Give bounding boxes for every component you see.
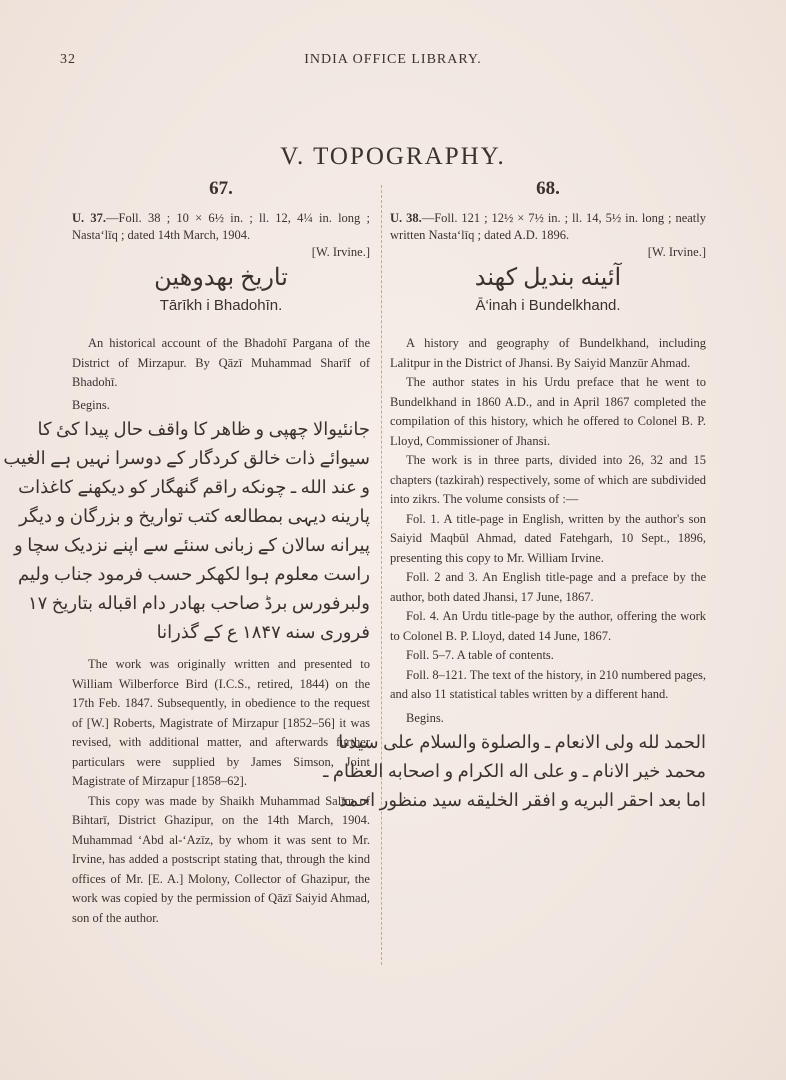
urdu-line: سیوائے ذات خالق کردگار کے دوسرا نہیں ہے الغیب xyxy=(3,448,370,468)
title-urdu: تاریخ بهدوهین xyxy=(154,265,288,291)
urdu-line: اما بعد احقر البریه و افقر الخلیقه سید منظور احمد xyxy=(339,790,706,810)
title-urdu: آئینه بندیل کهند xyxy=(474,265,622,291)
collector: [W. Irvine.] xyxy=(311,245,370,259)
title-roman: Tārīkh i Bhadohīn. xyxy=(159,297,283,314)
begins-label: Begins. xyxy=(72,397,110,412)
entry-number: 67. xyxy=(209,178,233,199)
paragraph: Foll. 8–121. The text of the history, in 210 numbered pages, and also 11 statistical tables written by a different hand. xyxy=(390,667,706,701)
column-divider xyxy=(381,185,382,965)
paragraph: Foll. 2 and 3. An English title-page and a preface by the author, both dated Jhansi, 17 June, 1867. xyxy=(390,570,706,604)
paragraph: An historical account of the Bhadohī Pargana of the District of Mirzapur. By Qāzī Muhammad Sharīf of Bhadohī. xyxy=(72,336,370,389)
paragraph: Fol. 4. An Urdu title-page by the author, offering the work to Colonel B. P. Lloyd, dated 14 June, 1867. xyxy=(390,609,706,643)
paragraph: A history and geography of Bundelkhand, including Lalitpur in the District of Jhansi. By Saiyid Manzūr Ahmad. xyxy=(390,336,706,370)
shelfmark-description xyxy=(72,210,370,244)
shelfmark: U. 38. xyxy=(390,211,422,225)
urdu-line: فروری سنه ۱۸۴۷ ع کے گذرانا xyxy=(156,622,370,642)
entry-68 xyxy=(323,178,706,823)
paragraph: Foll. 5–7. A table of contents. xyxy=(406,648,554,662)
manuscript-description: —Foll. 121 ; 12½ × 7½ in. ; ll. 14, 5½ in. long ; neatly written Nasta‘līq ; dated A.D. 1896. xyxy=(390,211,706,242)
paragraph: The author states in his Urdu preface that he went to Bundelkhand in 1860 A.D., and in April 1867 completed the compilation of this history, which he offered to Colonel B. P. Lloyd, Commissioner of Jhansi. xyxy=(390,375,706,448)
urdu-line: پارینه دیہی بمطالعه کتب تواریخ و بزرگان و دیگر xyxy=(19,506,370,526)
urdu-line: پیرانه سالان کے زبانی سنئے سے اپنے نزدیک سچا و xyxy=(14,535,370,555)
urdu-incipit xyxy=(323,728,706,815)
urdu-line: جانئیوالا چهپی و ظاهر کا واقف حال پیدا کیٔ کا xyxy=(37,419,370,439)
shelfmark-description xyxy=(390,210,706,244)
collector: [W. Irvine.] xyxy=(647,245,706,259)
urdu-incipit xyxy=(3,415,370,647)
entry-67 xyxy=(3,178,370,928)
urdu-line: الحمد لله ولی الانعام ـ والصلوة والسلام علی سیدنا xyxy=(338,732,706,752)
page-number: 32 xyxy=(60,52,76,67)
urdu-line: محمد خیر الانام ـ و علی اله الکرام و اصحابه العظام ـ xyxy=(323,761,706,781)
urdu-line: ولبرفورس برڈ صاحب بهادر دام اقباله بتاریخ ۱۷ xyxy=(27,593,370,613)
running-title: INDIA OFFICE LIBRARY. xyxy=(304,52,482,67)
entry-number: 68. xyxy=(536,178,560,199)
manuscript-description: —Foll. 38 ; 10 × 6½ in. ; ll. 12, 4¼ in. long ; Nasta‘līq ; dated 14th March, 1904. xyxy=(72,211,370,242)
paragraph: The work was originally written and presented to William Wilberforce Bird (I.C.S., retired, 1844) on the 17th Feb. 1847. Subsequently, in obedience to the request of [W.] Roberts, Magistrate of Mirzapur [1852–56] it was revised, with additional matter, and afterwards further particulars were supplied by James Simson, Joint Magistrate of Mirzapur [1858–62]. xyxy=(72,657,370,788)
urdu-line: و عند الله ـ چونکه راقم گنهگار کو دیکهنے کاغذات xyxy=(18,477,370,497)
paragraph: This copy was made by Shaikh Muhammad Salīm of Bihtarī, District Ghazipur, on the 14th March, 1904. Muhammad ‘Abd al-‘Azīz, by whom it was sent to Mr. Irvine, has added a postscript stating that, through the kind offices of Mr. [E. A.] Molony, Collector of Ghazipur, the work was copied by the permission of Qāzī Saiyid Ahmad, son of the author. xyxy=(72,793,370,925)
title-roman: Ā‘inah i Bundelkhand. xyxy=(475,297,621,314)
paragraph: Fol. 1. A title-page in English, written by the author's son Saiyid Maqbūl Ahmad, dated Fatehgarh, 10 Sept., 1896, presenting this copy to Mr. William Irvine. xyxy=(390,511,706,565)
urdu-line: راست معلوم ہوا لکهکر حسب فرمود جناب ولیم xyxy=(17,564,370,584)
shelfmark: U. 37. xyxy=(72,211,106,225)
paragraph: The work is in three parts, divided into 26, 32 and 15 chapters (tazkirah) respectively, some of which are subdivided into zikrs. The volume consists of :— xyxy=(390,453,706,506)
begins-label: Begins. xyxy=(406,710,444,725)
section-title: V. TOPOGRAPHY. xyxy=(280,143,506,170)
